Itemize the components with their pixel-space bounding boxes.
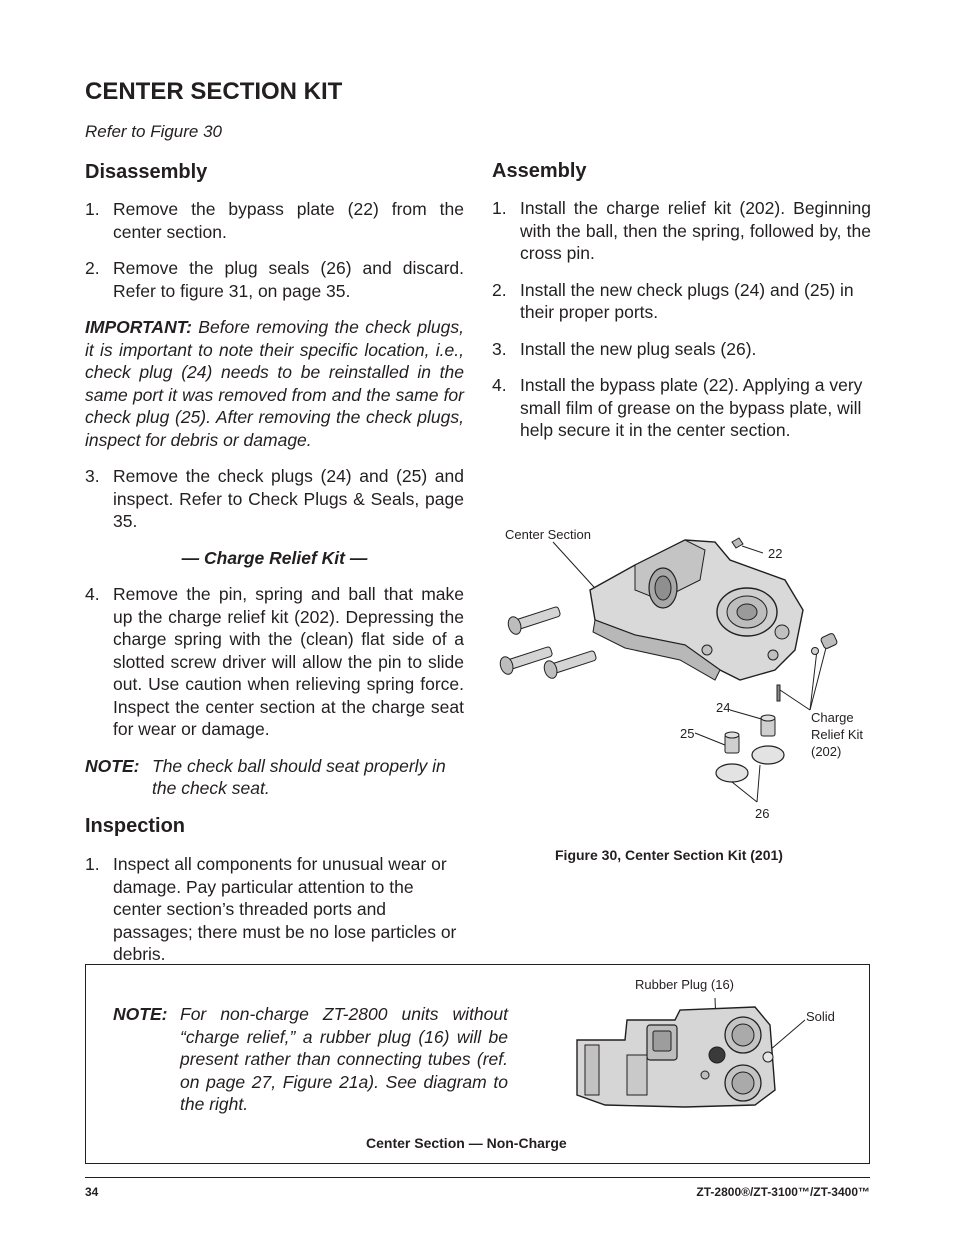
center-section-kit-illustration	[485, 520, 875, 830]
assembly-heading: Assembly	[492, 160, 587, 182]
page-title: CENTER SECTION KIT	[85, 78, 343, 105]
label-solid: Solid	[806, 1009, 835, 1024]
list-item: 2. Install the new check plugs (24) and (25) in their proper ports.	[492, 279, 854, 322]
list-item: 3. Remove the check plugs (24) and (25) and inspect. Refer to Check Plugs & Seals, page 35.	[85, 466, 464, 531]
inspection-section	[85, 853, 464, 980]
list-item: 1. Install the charge relief kit (202). Beginning with the ball, then the spring, followed by, the cross pin.	[492, 198, 871, 263]
label-charge-relief: Charge Relief Kit (202)	[811, 710, 864, 759]
inspection-heading: Inspection	[85, 815, 186, 837]
non-charge-note: NOTE: For non-charge ZT-2800 units without “charge relief,” a rubber plug (16) will be present rather than connecting tubes (ref. on page 27, Figure 21a). See diagram to the right.	[113, 1004, 508, 1114]
list-item: 1. Remove the bypass plate (22) from the center section.	[85, 199, 464, 242]
label-25: 25	[680, 726, 695, 741]
non-charge-caption: Center Section — Non-Charge	[366, 1135, 567, 1151]
refer-note: Refer to Figure 30	[85, 122, 223, 141]
check-ball-note: NOTE: The check ball should seat properly in the check seat.	[85, 755, 446, 798]
label-26: 26	[755, 806, 770, 821]
disassembly-heading: Disassembly	[85, 161, 208, 183]
charge-relief-subheading: — Charge Relief Kit —	[181, 547, 368, 568]
list-item: 4. Install the bypass plate (22). Applying a very small film of grease on the bypass plate, will help secure it in the center section.	[492, 375, 863, 440]
disassembly-section	[85, 198, 464, 814]
label-rubber-plug: Rubber Plug (16)	[635, 977, 734, 992]
model-names: ZT-2800®/ZT-3100™/ZT-3400™	[696, 1185, 870, 1199]
list-item: 1. Inspect all components for unusual wear or damage. Pay particular attention to the center section’s threaded ports and passages; there must be no lose particles or debris.	[85, 854, 457, 964]
label-22: 22	[768, 546, 783, 561]
label-24: 24	[716, 700, 731, 715]
list-item: 3. Install the new plug seals (26).	[492, 338, 757, 359]
important-note: IMPORTANT: Before removing the check plugs, it is important to note their specific location, i.e., check plug (24) needs to be reinstalled in the same port it was removed from and the same for check plug (25). After removing the check plugs, inspect for debris or damage.	[85, 317, 464, 450]
footer-rule	[85, 1177, 870, 1178]
page-number: 34	[85, 1185, 99, 1199]
non-charge-center-section-illustration	[565, 995, 815, 1110]
list-item: 2. Remove the plug seals (26) and discard. Refer to figure 31, on page 35.	[85, 258, 464, 301]
figure-30-caption: Figure 30, Center Section Kit (201)	[555, 847, 783, 863]
label-center-section: Center Section	[505, 527, 591, 542]
assembly-section	[492, 197, 871, 456]
list-item: 4. Remove the pin, spring and ball that make up the charge relief kit (202). Depressing the charge spring with the (clean) flat side of a slotted screw driver will allow the pin to slide out. Use caution when relieving spring force. Inspect the center section at the charge seat for wear or damage.	[85, 584, 464, 739]
